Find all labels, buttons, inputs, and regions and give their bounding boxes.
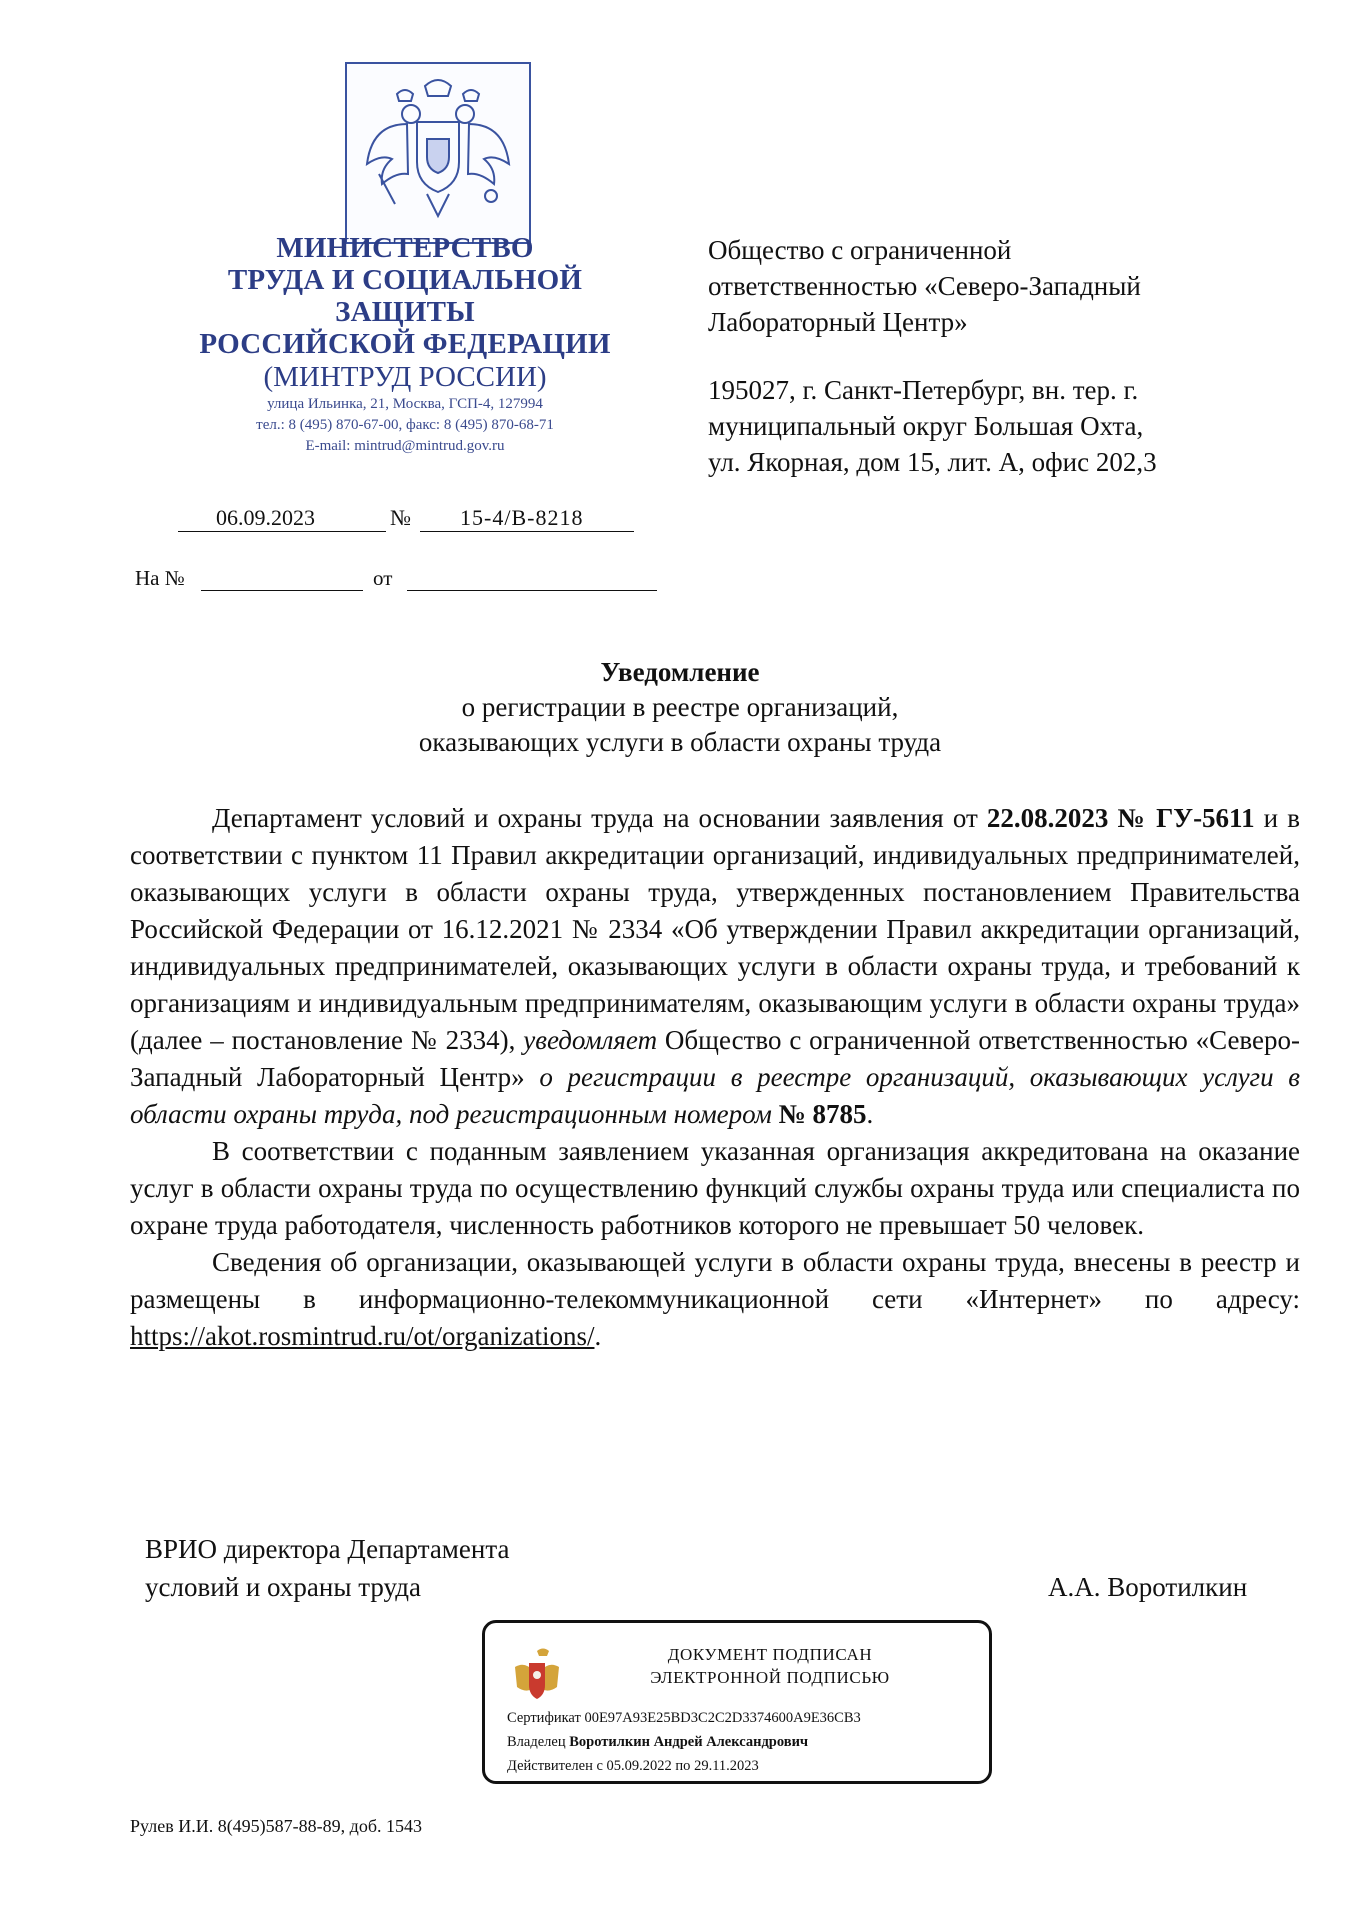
executor-contact: Рулев И.И. 8(495)587-88-89, доб. 1543 — [130, 1816, 422, 1836]
stamp-title — [585, 1643, 955, 1689]
addressee-name-line2: ответственностью «Северо-Западный — [708, 271, 1141, 301]
addressee-name-line1: Общество с ограниченной — [708, 235, 1012, 265]
ref-label: На № — [135, 566, 185, 590]
addressee-address-line3: ул. Якорная, дом 15, лит. А, офис 202,3 — [708, 447, 1157, 477]
date-underline — [178, 531, 386, 532]
p3-end: . — [594, 1321, 602, 1351]
stamp-title-line1: ДОКУМЕНТ ПОДПИСАН — [667, 1645, 873, 1664]
notice-subtitle-line1: о регистрации в реестре организаций, — [461, 692, 899, 722]
valid-from: 05.09.2022 — [606, 1758, 672, 1774]
ministry-email: E-mail: mintrud@mintrud.gov.ru — [305, 438, 505, 454]
p1-text-a: Департамент условий и охраны труда на основании заявления от — [212, 803, 987, 833]
ministry-address: улица Ильинка, 21, Москва, ГСП-4, 127994 — [267, 396, 543, 412]
signer-position-line1: ВРИО директора Департамента — [145, 1534, 510, 1564]
from-underline — [407, 590, 657, 591]
owner-value: Воротилкин Андрей Александрович — [569, 1734, 809, 1750]
document-date: 06.09.2023 — [216, 505, 315, 530]
coat-of-arms-icon — [345, 62, 531, 244]
stamp-certificate — [507, 1709, 861, 1727]
letter-body — [130, 800, 1300, 1355]
signer-position — [145, 1530, 509, 1606]
p1-registration-text: о регистрации в реестре организаций, оказывающих услуги в области охраны труда, под регистрационным номером — [130, 1062, 1300, 1129]
ministry-abbreviation: (МИНТРУД РОССИИ) — [263, 361, 547, 393]
ministry-name-line3: ЗАЩИТЫ — [335, 296, 475, 328]
registry-link[interactable]: https://akot.rosmintrud.ru/ot/organizations/ — [130, 1321, 595, 1351]
paragraph-3 — [130, 1244, 1300, 1355]
p1-notifies: уведомляет — [523, 1025, 658, 1055]
notice-heading — [180, 655, 1180, 760]
valid-to-label: по — [675, 1758, 691, 1774]
ministry-name-line2: ТРУДА И СОЦИАЛЬНОЙ — [227, 264, 583, 296]
stamp-owner — [507, 1733, 808, 1751]
from-label: от — [373, 566, 393, 590]
p1-text-c: и в соответствии с пунктом 11 Правил аккредитации организаций, индивидуальных предпринимателей, оказывающих услуги в области охраны труда, утвержденных постановлением Правительства Российской Федерации от 16.12.2021 № 2334 «Об утверждении Правил аккредитации организаций, индивидуальных предпринимателей, оказывающих услуги в области охраны труда, и требований к организациям и индивидуальным предпринимателям, оказывающим услуги в области охраны труда» (далее – постановление № 2334), — [130, 803, 1300, 1055]
paragraph-1 — [130, 800, 1300, 1133]
valid-to: 29.11.2023 — [694, 1758, 759, 1774]
p3-text: Сведения об организации, оказывающей услуги в области охраны труда, внесены в реестр и размещены в информационно-телекоммуникационной сети «Интернет» по адресу: — [130, 1247, 1300, 1314]
addressee-address-line2: муниципальный округ Большая Охта, — [708, 411, 1144, 441]
valid-label: Действителен с — [507, 1758, 603, 1774]
ministry-name-line4: РОССИЙСКОЙ ФЕДЕРАЦИИ — [199, 328, 611, 360]
addressee-name-line3: Лабораторный Центр» — [708, 307, 968, 337]
application-reference: 22.08.2023 № ГУ-5611 — [986, 803, 1255, 833]
ministry-phone: тел.: 8 (495) 870-67-00, факс: 8 (495) 870-68-71 — [256, 417, 554, 433]
signer-name: А.А. Воротилкин — [1048, 1572, 1248, 1602]
signer-position-line2: условий и охраны труда — [145, 1572, 421, 1602]
p1-text-e: Общество с ограниченной ответственностью «Северо-Западный Лабораторный Центр» — [130, 1025, 1300, 1092]
certificate-label: Сертификат — [507, 1710, 581, 1726]
document-number: 15-4/В-8218 — [460, 505, 584, 530]
addressee-block — [708, 232, 1268, 480]
owner-label: Владелец — [507, 1734, 566, 1750]
stamp-title-line2: ЭЛЕКТРОННОЙ ПОДПИСЬЮ — [650, 1668, 890, 1687]
addressee-address-line1: 195027, г. Санкт-Петербург, вн. тер. г. — [708, 375, 1139, 405]
number-underline — [420, 531, 634, 532]
paragraph-2: В соответствии с поданным заявлением указанная организация аккредитована на оказание услуг в области охраны труда по осуществлению функций службы охраны труда или специалиста по охране труда работодателя, численность работников которого не превышает 50 человек. — [130, 1136, 1300, 1240]
number-label: № — [390, 505, 411, 530]
p1-end: . — [866, 1099, 874, 1129]
notice-title: Уведомление — [600, 657, 760, 687]
ministry-header — [150, 232, 660, 457]
stamp-validity — [507, 1757, 759, 1775]
electronic-signature-stamp — [482, 1620, 992, 1784]
stamp-emblem-icon — [507, 1645, 567, 1703]
registration-number: № 8785 — [778, 1099, 867, 1129]
ref-underline — [201, 590, 363, 591]
ministry-name-line1: МИНИСТЕРСТВО — [276, 232, 534, 264]
notice-subtitle-line2: оказывающих услуги в области охраны труда — [418, 727, 942, 757]
registration-line — [178, 505, 638, 535]
certificate-value: 00E97A93E25BD3C2C2D3374600A9E36CB3 — [584, 1710, 861, 1726]
reference-line — [135, 566, 665, 596]
